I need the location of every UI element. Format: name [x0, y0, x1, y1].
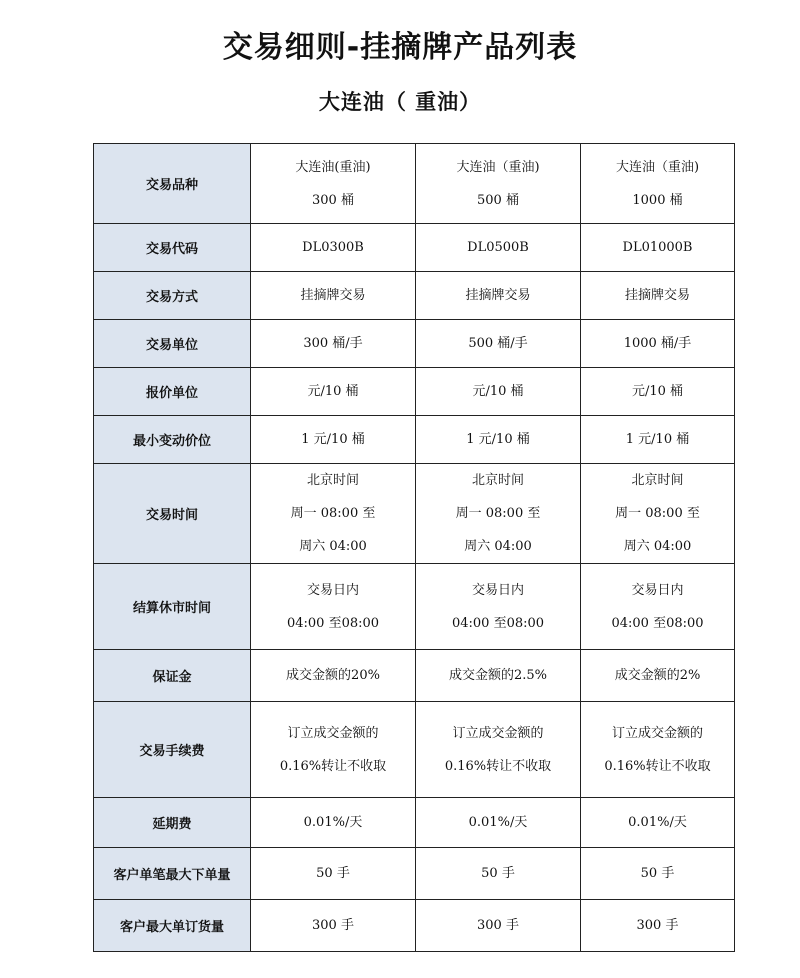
cell-line: 挂摘牌交易 — [624, 287, 690, 303]
table-cell — [251, 272, 416, 320]
table-cell — [251, 416, 416, 464]
row-label: 保证金 — [94, 650, 251, 702]
cell-line: 交易日内 — [306, 582, 359, 598]
table-cell — [416, 702, 581, 798]
page-title: 交易细则-挂摘牌产品列表 — [222, 30, 578, 65]
cell-line: 0.16%转让不收取 — [604, 758, 711, 774]
table-row — [94, 848, 735, 900]
table-cell — [416, 650, 581, 702]
row-label: 延期费 — [94, 798, 251, 848]
table-cell — [581, 702, 735, 798]
row-label: 交易时间 — [94, 464, 251, 564]
table-cell — [251, 144, 416, 224]
cell-line: 0.01%/天 — [628, 814, 687, 830]
cell-line: 周六 04:00 — [299, 539, 367, 554]
cell-line: 成交金额的2.5% — [448, 667, 548, 683]
cell-line: 大连油(重油) — [295, 159, 371, 175]
cell-line: 1000 桶/手 — [623, 335, 692, 351]
cell-line: 大连油（重油) — [615, 159, 700, 175]
row-label: 交易品种 — [94, 144, 251, 224]
cell-line: 300 桶/手 — [303, 335, 363, 351]
row-label: 客户单笔最大下单量 — [94, 848, 251, 900]
table-cell — [581, 320, 735, 368]
cell-line: 周一 08:00 至 — [455, 506, 541, 521]
cell-line: 50 手 — [640, 865, 675, 881]
cell-line: DL0500B — [467, 239, 529, 255]
cell-line: 元/10 桶 — [307, 383, 359, 399]
cell-line: 北京时间 — [631, 473, 684, 488]
cell-line: 元/10 桶 — [472, 383, 524, 399]
row-label: 交易代码 — [94, 224, 251, 272]
table-cell — [581, 416, 735, 464]
cell-line: 04:00 至08:00 — [611, 615, 704, 631]
table-cell — [251, 650, 416, 702]
cell-line: DL01000B — [622, 239, 693, 255]
table-row — [94, 144, 735, 224]
cell-line: 北京时间 — [306, 473, 359, 488]
cell-line: 0.01%/天 — [468, 814, 528, 830]
table-row — [94, 224, 735, 272]
cell-line: 订立成交金额的 — [287, 725, 379, 741]
table-cell — [416, 272, 581, 320]
table-cell — [416, 320, 581, 368]
cell-line: 1 元/10 桶 — [301, 431, 365, 447]
cell-line: 0.16%转让不收取 — [279, 758, 387, 774]
cell-line: 周六 04:00 — [464, 539, 532, 554]
table-row — [94, 798, 735, 848]
cell-line: 300 手 — [312, 917, 354, 933]
table-cell — [416, 368, 581, 416]
cell-line: 周一 08:00 至 — [290, 506, 376, 521]
table-cell — [251, 702, 416, 798]
row-label: 结算休市时间 — [94, 564, 251, 650]
cell-line: 交易日内 — [631, 582, 684, 598]
table-cell — [251, 564, 416, 650]
page-subtitle: 大连油（ 重油） — [318, 90, 482, 114]
cell-line: 挂摘牌交易 — [300, 287, 366, 303]
table-row — [94, 464, 735, 564]
table-cell — [416, 416, 581, 464]
cell-line: 04:00 至08:00 — [286, 615, 380, 631]
table-cell — [251, 368, 416, 416]
cell-line: 1000 桶 — [632, 192, 683, 208]
row-label: 客户最大单订货量 — [94, 900, 251, 952]
cell-line: 0.01%/天 — [303, 814, 363, 830]
table-row — [94, 702, 735, 798]
cell-line: DL0300B — [302, 239, 364, 255]
table-cell — [251, 848, 416, 900]
cell-line: 交易日内 — [471, 582, 524, 598]
product-table-body — [94, 144, 735, 952]
cell-line: 500 桶/手 — [468, 335, 528, 351]
cell-line: 订立成交金额的 — [611, 725, 703, 741]
table-row — [94, 564, 735, 650]
row-label: 交易方式 — [94, 272, 251, 320]
cell-line: 1 元/10 桶 — [466, 431, 530, 447]
table-cell — [416, 848, 581, 900]
cell-line: 500 桶 — [477, 192, 519, 208]
cell-line: 300 桶 — [312, 192, 354, 208]
table-cell — [581, 272, 735, 320]
cell-line: 挂摘牌交易 — [465, 287, 531, 303]
table-cell — [416, 564, 581, 650]
table-cell — [581, 848, 735, 900]
cell-line: 周一 08:00 至 — [615, 506, 700, 521]
cell-line: 50 手 — [481, 865, 515, 881]
table-cell — [251, 464, 416, 564]
table-cell — [416, 798, 581, 848]
table-cell — [581, 900, 735, 952]
table-cell — [416, 224, 581, 272]
table-cell — [581, 144, 735, 224]
cell-line: 成交金额的20% — [286, 667, 380, 683]
product-table — [93, 143, 735, 952]
cell-line: 0.16%转让不收取 — [444, 758, 552, 774]
table-cell — [416, 144, 581, 224]
row-label: 最小变动价位 — [94, 416, 251, 464]
cell-line: 周六 04:00 — [623, 539, 692, 554]
table-cell — [251, 900, 416, 952]
table-cell — [251, 320, 416, 368]
cell-line: 大连油（重油) — [456, 159, 540, 175]
table-row — [94, 368, 735, 416]
table-cell — [581, 464, 735, 564]
cell-line: 50 手 — [316, 865, 350, 881]
cell-line: 300 手 — [636, 917, 679, 933]
cell-line: 04:00 至08:00 — [451, 615, 545, 631]
table-cell — [251, 224, 416, 272]
cell-line: 成交金额的2% — [614, 667, 701, 683]
table-cell — [416, 464, 581, 564]
table-row — [94, 650, 735, 702]
cell-line: 订立成交金额的 — [452, 725, 544, 741]
table-row — [94, 272, 735, 320]
table-row — [94, 900, 735, 952]
row-label: 报价单位 — [94, 368, 251, 416]
table-row — [94, 320, 735, 368]
row-label: 交易单位 — [94, 320, 251, 368]
cell-line: 元/10 桶 — [631, 383, 684, 399]
table-cell — [581, 798, 735, 848]
table-cell — [581, 224, 735, 272]
table-row — [94, 416, 735, 464]
table-cell — [416, 900, 581, 952]
cell-line: 300 手 — [477, 917, 519, 933]
table-cell — [581, 368, 735, 416]
table-cell — [581, 564, 735, 650]
row-label: 交易手续费 — [94, 702, 251, 798]
table-cell — [581, 650, 735, 702]
cell-line: 北京时间 — [471, 473, 524, 488]
cell-line: 1 元/10 桶 — [625, 431, 690, 447]
table-cell — [251, 798, 416, 848]
